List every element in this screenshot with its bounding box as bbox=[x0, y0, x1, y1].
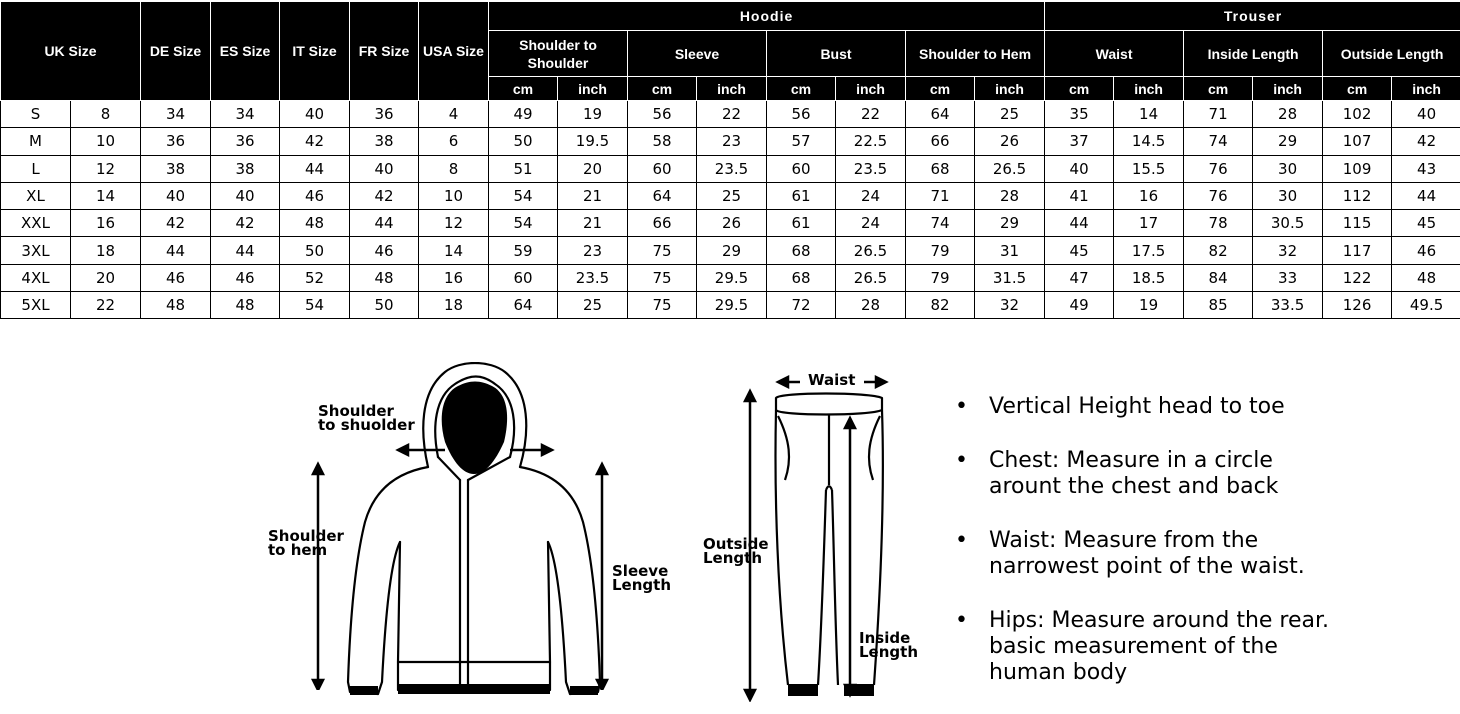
table-cell: 24 bbox=[836, 182, 906, 209]
table-cell: 60 bbox=[628, 155, 697, 182]
table-cell: 17.5 bbox=[1114, 237, 1184, 264]
table-cell: 35 bbox=[1045, 101, 1114, 128]
table-cell: 61 bbox=[767, 182, 836, 209]
table-row bbox=[1, 264, 1460, 291]
table-cell: 18 bbox=[419, 292, 489, 319]
table-cell: 28 bbox=[836, 292, 906, 319]
table-cell: 29 bbox=[1253, 128, 1323, 155]
bullet-icon: • bbox=[955, 608, 968, 633]
label-outside-length bbox=[703, 537, 769, 565]
table-cell: XXL bbox=[1, 210, 71, 237]
table-cell: 75 bbox=[628, 237, 697, 264]
table-cell: 74 bbox=[1184, 128, 1253, 155]
table-cell: 25 bbox=[697, 182, 767, 209]
header-measure: Sleeve bbox=[628, 31, 767, 77]
table-cell: 29.5 bbox=[697, 264, 767, 291]
label-line: Shoulder bbox=[268, 527, 344, 545]
header-unit-cm: cm bbox=[767, 77, 836, 101]
table-cell: 78 bbox=[1184, 210, 1253, 237]
table-cell: 58 bbox=[628, 128, 697, 155]
table-cell: 8 bbox=[71, 101, 141, 128]
table-cell: 31 bbox=[975, 237, 1045, 264]
table-cell: 20 bbox=[558, 155, 628, 182]
table-cell: 49.5 bbox=[1392, 292, 1460, 319]
label-line: Length bbox=[612, 576, 671, 594]
label-line: Length bbox=[859, 643, 918, 661]
label-line: Length bbox=[703, 549, 762, 567]
table-cell: 44 bbox=[141, 237, 211, 264]
table-cell: 32 bbox=[975, 292, 1045, 319]
table-cell: 17 bbox=[1114, 210, 1184, 237]
table-cell: 50 bbox=[489, 128, 558, 155]
table-cell: 6 bbox=[419, 128, 489, 155]
table-cell: 22 bbox=[71, 292, 141, 319]
table-cell: 48 bbox=[1392, 264, 1460, 291]
table-cell: 46 bbox=[280, 182, 350, 209]
table-cell: 76 bbox=[1184, 182, 1253, 209]
table-cell: 54 bbox=[280, 292, 350, 319]
table-cell: 16 bbox=[71, 210, 141, 237]
label-line: Inside bbox=[859, 629, 911, 647]
table-cell: 26.5 bbox=[975, 155, 1045, 182]
label-line: to shuolder bbox=[318, 416, 415, 434]
table-cell: 22 bbox=[836, 101, 906, 128]
header-unit-inch: inch bbox=[1392, 77, 1460, 101]
measurement-guide-list bbox=[955, 394, 1329, 714]
table-cell: M bbox=[1, 128, 71, 155]
table-cell: 19.5 bbox=[558, 128, 628, 155]
table-cell: 23.5 bbox=[697, 155, 767, 182]
header-unit-cm: cm bbox=[1323, 77, 1392, 101]
table-cell: 79 bbox=[906, 237, 975, 264]
table-cell: 12 bbox=[419, 210, 489, 237]
table-cell: 36 bbox=[141, 128, 211, 155]
header-size-col: FR Size bbox=[350, 2, 419, 101]
table-cell: 25 bbox=[558, 292, 628, 319]
table-cell: 68 bbox=[767, 237, 836, 264]
header-unit-cm: cm bbox=[1045, 77, 1114, 101]
table-cell: 42 bbox=[280, 128, 350, 155]
header-measure: Waist bbox=[1045, 31, 1184, 77]
table-cell: 84 bbox=[1184, 264, 1253, 291]
table-cell: 29.5 bbox=[697, 292, 767, 319]
table-cell: 41 bbox=[1045, 182, 1114, 209]
label-waist: Waist bbox=[808, 371, 856, 389]
label-shoulder-to-shoulder bbox=[318, 404, 415, 432]
table-cell: 5XL bbox=[1, 292, 71, 319]
table-cell: 66 bbox=[628, 210, 697, 237]
table-cell: 44 bbox=[1392, 182, 1460, 209]
table-cell: 4XL bbox=[1, 264, 71, 291]
table-cell: 68 bbox=[767, 264, 836, 291]
table-cell: 59 bbox=[489, 237, 558, 264]
table-cell: 68 bbox=[906, 155, 975, 182]
table-cell: 19 bbox=[558, 101, 628, 128]
table-cell: 33.5 bbox=[1253, 292, 1323, 319]
label-inside-length bbox=[859, 631, 918, 659]
table-cell: 22 bbox=[697, 101, 767, 128]
table-cell: 31.5 bbox=[975, 264, 1045, 291]
label-sleeve-length bbox=[612, 564, 671, 592]
table-cell: 122 bbox=[1323, 264, 1392, 291]
table-cell: 54 bbox=[489, 182, 558, 209]
bullet-icon: • bbox=[955, 448, 968, 473]
table-cell: 48 bbox=[211, 292, 280, 319]
header-unit-inch: inch bbox=[836, 77, 906, 101]
header-measure: Bust bbox=[767, 31, 906, 77]
table-cell: 71 bbox=[906, 182, 975, 209]
table-cell: 26.5 bbox=[836, 264, 906, 291]
table-cell: 60 bbox=[767, 155, 836, 182]
table-cell: 46 bbox=[1392, 237, 1460, 264]
table-cell: 72 bbox=[767, 292, 836, 319]
header-group: Hoodie bbox=[489, 2, 1045, 31]
table-cell: 85 bbox=[1184, 292, 1253, 319]
table-cell: 115 bbox=[1323, 210, 1392, 237]
header-unit-inch: inch bbox=[1253, 77, 1323, 101]
table-cell: 25 bbox=[975, 101, 1045, 128]
table-cell: 10 bbox=[71, 128, 141, 155]
table-cell: 45 bbox=[1045, 237, 1114, 264]
table-cell: 71 bbox=[1184, 101, 1253, 128]
table-cell: 76 bbox=[1184, 155, 1253, 182]
table-cell: 47 bbox=[1045, 264, 1114, 291]
table-cell: 23 bbox=[697, 128, 767, 155]
label-line: to hem bbox=[268, 541, 328, 559]
table-header bbox=[1, 2, 1460, 101]
table-row bbox=[1, 128, 1460, 155]
table-cell: 44 bbox=[280, 155, 350, 182]
table-row bbox=[1, 155, 1460, 182]
table-cell: 20 bbox=[71, 264, 141, 291]
table-cell: 42 bbox=[1392, 128, 1460, 155]
table-cell: 42 bbox=[211, 210, 280, 237]
table-cell: 46 bbox=[211, 264, 280, 291]
table-cell: 38 bbox=[141, 155, 211, 182]
table-cell: 46 bbox=[350, 237, 419, 264]
table-row bbox=[1, 182, 1460, 209]
header-measure: Shoulder to Shoulder bbox=[489, 31, 628, 77]
header-size-col: ES Size bbox=[211, 2, 280, 101]
header-measure: Shoulder to Hem bbox=[906, 31, 1045, 77]
header-unit-cm: cm bbox=[489, 77, 558, 101]
table-cell: 40 bbox=[350, 155, 419, 182]
table-cell: 79 bbox=[906, 264, 975, 291]
table-cell: 38 bbox=[350, 128, 419, 155]
header-unit-inch: inch bbox=[1114, 77, 1184, 101]
table-cell: 50 bbox=[280, 237, 350, 264]
table-cell: XL bbox=[1, 182, 71, 209]
label-line: Outside bbox=[703, 535, 769, 553]
table-cell: 109 bbox=[1323, 155, 1392, 182]
table-cell: 18 bbox=[71, 237, 141, 264]
table-cell: 40 bbox=[280, 101, 350, 128]
table-cell: 49 bbox=[1045, 292, 1114, 319]
table-cell: 14.5 bbox=[1114, 128, 1184, 155]
table-cell: 29 bbox=[697, 237, 767, 264]
table-cell: 75 bbox=[628, 292, 697, 319]
table-cell: 56 bbox=[628, 101, 697, 128]
table-cell: 52 bbox=[280, 264, 350, 291]
table-cell: 40 bbox=[211, 182, 280, 209]
table-cell: 42 bbox=[141, 210, 211, 237]
header-unit-inch: inch bbox=[558, 77, 628, 101]
table-cell: 40 bbox=[141, 182, 211, 209]
table-row bbox=[1, 292, 1460, 319]
guide-item-line: arount the chest and back bbox=[989, 474, 1279, 499]
table-cell: 34 bbox=[141, 101, 211, 128]
table-cell: 22.5 bbox=[836, 128, 906, 155]
table-cell: 36 bbox=[211, 128, 280, 155]
table-cell: 8 bbox=[419, 155, 489, 182]
table-cell: 82 bbox=[906, 292, 975, 319]
table-cell: 54 bbox=[489, 210, 558, 237]
hoodie-measure-arrows bbox=[300, 440, 620, 690]
header-unit-cm: cm bbox=[1184, 77, 1253, 101]
table-cell: 64 bbox=[906, 101, 975, 128]
header-size-col: IT Size bbox=[280, 2, 350, 101]
guide-item bbox=[955, 528, 1329, 580]
size-chart-table bbox=[0, 1, 1460, 319]
header-size-col: USA Size bbox=[419, 2, 489, 101]
table-cell: 3XL bbox=[1, 237, 71, 264]
table-cell: 14 bbox=[419, 237, 489, 264]
table-cell: 43 bbox=[1392, 155, 1460, 182]
table-cell: 46 bbox=[141, 264, 211, 291]
guide-item-line: Hips: Measure around the rear. bbox=[989, 608, 1330, 633]
table-cell: 21 bbox=[558, 210, 628, 237]
header-measure: Inside Length bbox=[1184, 31, 1323, 77]
table-cell: 28 bbox=[1253, 101, 1323, 128]
table-cell: 32 bbox=[1253, 237, 1323, 264]
header-unit-cm: cm bbox=[906, 77, 975, 101]
header-measure: Outside Length bbox=[1323, 31, 1460, 77]
table-cell: 28 bbox=[975, 182, 1045, 209]
table-cell: 40 bbox=[1392, 101, 1460, 128]
table-cell: 56 bbox=[767, 101, 836, 128]
guide-item-line: human body bbox=[989, 660, 1128, 685]
guide-item bbox=[955, 448, 1329, 500]
table-cell: 50 bbox=[350, 292, 419, 319]
table-cell: 24 bbox=[836, 210, 906, 237]
table-cell: 23 bbox=[558, 237, 628, 264]
table-cell: 23.5 bbox=[558, 264, 628, 291]
table-cell: 44 bbox=[350, 210, 419, 237]
table-cell: 45 bbox=[1392, 210, 1460, 237]
table-cell: 10 bbox=[419, 182, 489, 209]
table-cell: 16 bbox=[1114, 182, 1184, 209]
table-cell: 34 bbox=[211, 101, 280, 128]
label-line: Shoulder bbox=[318, 402, 394, 420]
table-cell: 30 bbox=[1253, 155, 1323, 182]
table-cell: 29 bbox=[975, 210, 1045, 237]
guide-item bbox=[955, 608, 1329, 686]
table-cell: 112 bbox=[1323, 182, 1392, 209]
table-cell: 51 bbox=[489, 155, 558, 182]
table-cell: 60 bbox=[489, 264, 558, 291]
table-cell: 21 bbox=[558, 182, 628, 209]
table-cell: 126 bbox=[1323, 292, 1392, 319]
table-cell: 64 bbox=[628, 182, 697, 209]
table-cell: 23.5 bbox=[836, 155, 906, 182]
guide-item bbox=[955, 394, 1329, 420]
table-row bbox=[1, 237, 1460, 264]
header-unit-cm: cm bbox=[628, 77, 697, 101]
table-row bbox=[1, 101, 1460, 128]
table-cell: 14 bbox=[71, 182, 141, 209]
table-cell: 33 bbox=[1253, 264, 1323, 291]
guide-item-line: Waist: Measure from the bbox=[989, 528, 1259, 553]
header-uk-size: UK Size bbox=[1, 2, 141, 101]
table-cell: 40 bbox=[1045, 155, 1114, 182]
table-cell: 117 bbox=[1323, 237, 1392, 264]
table-cell: 26 bbox=[697, 210, 767, 237]
table-cell: 48 bbox=[141, 292, 211, 319]
table-cell: 18.5 bbox=[1114, 264, 1184, 291]
guide-item-line: narrowest point of the waist. bbox=[989, 554, 1305, 579]
table-cell: S bbox=[1, 101, 71, 128]
table-body bbox=[1, 101, 1460, 319]
table-cell: L bbox=[1, 155, 71, 182]
table-cell: 36 bbox=[350, 101, 419, 128]
table-cell: 12 bbox=[71, 155, 141, 182]
header-unit-inch: inch bbox=[697, 77, 767, 101]
table-cell: 37 bbox=[1045, 128, 1114, 155]
table-cell: 57 bbox=[767, 128, 836, 155]
table-cell: 26.5 bbox=[836, 237, 906, 264]
header-unit-inch: inch bbox=[975, 77, 1045, 101]
table-cell: 19 bbox=[1114, 292, 1184, 319]
table-cell: 74 bbox=[906, 210, 975, 237]
table-cell: 30.5 bbox=[1253, 210, 1323, 237]
table-cell: 64 bbox=[489, 292, 558, 319]
bullet-icon: • bbox=[955, 528, 968, 553]
table-cell: 48 bbox=[280, 210, 350, 237]
table-cell: 15.5 bbox=[1114, 155, 1184, 182]
table-cell: 61 bbox=[767, 210, 836, 237]
table-cell: 30 bbox=[1253, 182, 1323, 209]
table-row bbox=[1, 210, 1460, 237]
table-cell: 107 bbox=[1323, 128, 1392, 155]
label-shoulder-to-hem bbox=[268, 529, 344, 557]
guide-item-line: Vertical Height head to toe bbox=[989, 394, 1285, 419]
label-line: Sleeve bbox=[612, 562, 669, 580]
table-cell: 75 bbox=[628, 264, 697, 291]
table-cell: 49 bbox=[489, 101, 558, 128]
table-cell: 4 bbox=[419, 101, 489, 128]
table-cell: 16 bbox=[419, 264, 489, 291]
table-cell: 42 bbox=[350, 182, 419, 209]
table-cell: 26 bbox=[975, 128, 1045, 155]
table-cell: 44 bbox=[1045, 210, 1114, 237]
table-cell: 102 bbox=[1323, 101, 1392, 128]
table-cell: 82 bbox=[1184, 237, 1253, 264]
table-cell: 38 bbox=[211, 155, 280, 182]
table-cell: 44 bbox=[211, 237, 280, 264]
table-cell: 14 bbox=[1114, 101, 1184, 128]
header-size-col: DE Size bbox=[141, 2, 211, 101]
bullet-icon: • bbox=[955, 394, 968, 419]
table-cell: 48 bbox=[350, 264, 419, 291]
guide-item-line: basic measurement of the bbox=[989, 634, 1278, 659]
guide-item-line: Chest: Measure in a circle bbox=[989, 448, 1273, 473]
table-cell: 66 bbox=[906, 128, 975, 155]
header-group: Trouser bbox=[1045, 2, 1460, 31]
